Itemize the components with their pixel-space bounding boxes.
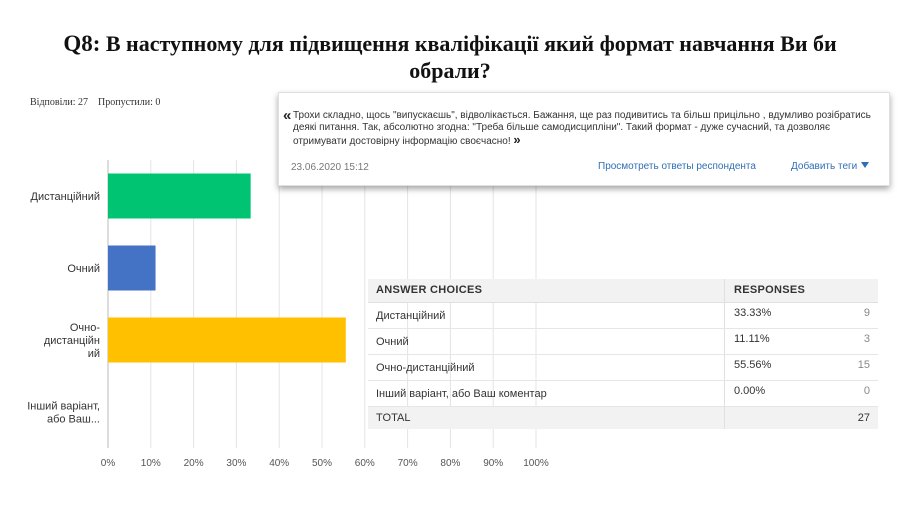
row-choice: Інший варіант, або Ваш коментар: [376, 388, 547, 400]
quote-open-icon: «: [283, 107, 292, 124]
comment-card: [278, 92, 890, 186]
x-tick-label: 10%: [140, 458, 161, 469]
category-label: Інший варіант,: [27, 400, 100, 413]
table-row: [368, 381, 878, 407]
comment-body: Трохи складно, щось "випускаєшь", відволікається. Бажання, ще раз подивитись та більш прицільно , вдумливо розібратись деякі питання. Так, абсолютно згодна: "Треба більше самодисципліни". Такий формат - дуже сучасний, та дозволяє отримувати достовірну інформацію своєчасно!: [293, 110, 871, 147]
row-count: 9: [863, 307, 870, 319]
x-tick-label: 50%: [311, 458, 333, 469]
x-tick-label: 90%: [483, 458, 504, 469]
bar: [108, 246, 156, 291]
row-percent: 11.11%: [734, 333, 770, 345]
header-answer-choices: ANSWER CHOICES: [376, 284, 483, 296]
row-count: 15: [857, 359, 870, 371]
table-row: [368, 329, 878, 355]
x-tick-label: 80%: [440, 458, 461, 469]
view-respondent-link[interactable]: Просмотреть ответы респондента: [598, 161, 756, 172]
x-tick-label: 40%: [269, 458, 290, 469]
table-header: [368, 279, 878, 303]
answered-count: Відповіли: 27: [30, 97, 89, 108]
caret-down-icon: [861, 162, 869, 168]
category-label: дистанційн: [43, 335, 100, 347]
total-value: 27: [857, 412, 870, 424]
skipped-count: Пропустили: 0: [98, 97, 161, 108]
category-label: ий: [87, 348, 100, 360]
category-label: Очно-: [69, 322, 100, 334]
x-tick-label: 20%: [183, 458, 204, 469]
x-tick-label: 30%: [226, 458, 247, 469]
category-label: Очний: [67, 263, 100, 275]
x-tick-label: 70%: [397, 458, 418, 469]
comment-date: 23.06.2020 15:12: [291, 162, 369, 173]
x-tick-label: 60%: [354, 458, 375, 469]
table-row: [368, 303, 878, 329]
page-title: [60, 30, 840, 84]
category-label: Дистанційний: [30, 191, 100, 203]
row-choice: Очний: [376, 336, 409, 348]
table-row: [368, 355, 878, 381]
row-percent: 33.33%: [734, 307, 772, 319]
header-responses: RESPONSES: [734, 284, 806, 296]
add-tags-label: Добавить теги: [791, 161, 858, 172]
quote-close-icon: »: [513, 132, 521, 147]
x-tick-label: 100%: [523, 458, 549, 469]
question-number: Q8:: [63, 31, 101, 56]
question-text: В наступному для підвищення кваліфікації який формат навчання Ви би обрали?: [105, 31, 837, 83]
row-choice: Дистанційний: [376, 310, 446, 322]
add-tags-link[interactable]: [791, 161, 869, 172]
bar: [108, 174, 251, 219]
response-stats: [30, 97, 160, 108]
category-label: або Ваш...: [46, 413, 100, 426]
row-choice: Очно-дистанційний: [376, 362, 475, 374]
row-count: 0: [863, 385, 870, 397]
total-label: TOTAL: [376, 412, 411, 424]
row-count: 3: [863, 333, 870, 345]
answer-table: [368, 279, 878, 429]
row-percent: 0.00%: [734, 385, 766, 397]
x-tick-label: 0%: [100, 458, 116, 469]
row-percent: 55.56%: [734, 359, 772, 371]
comment-text: [293, 110, 873, 148]
bar: [108, 318, 346, 363]
table-total-row: [368, 407, 878, 429]
